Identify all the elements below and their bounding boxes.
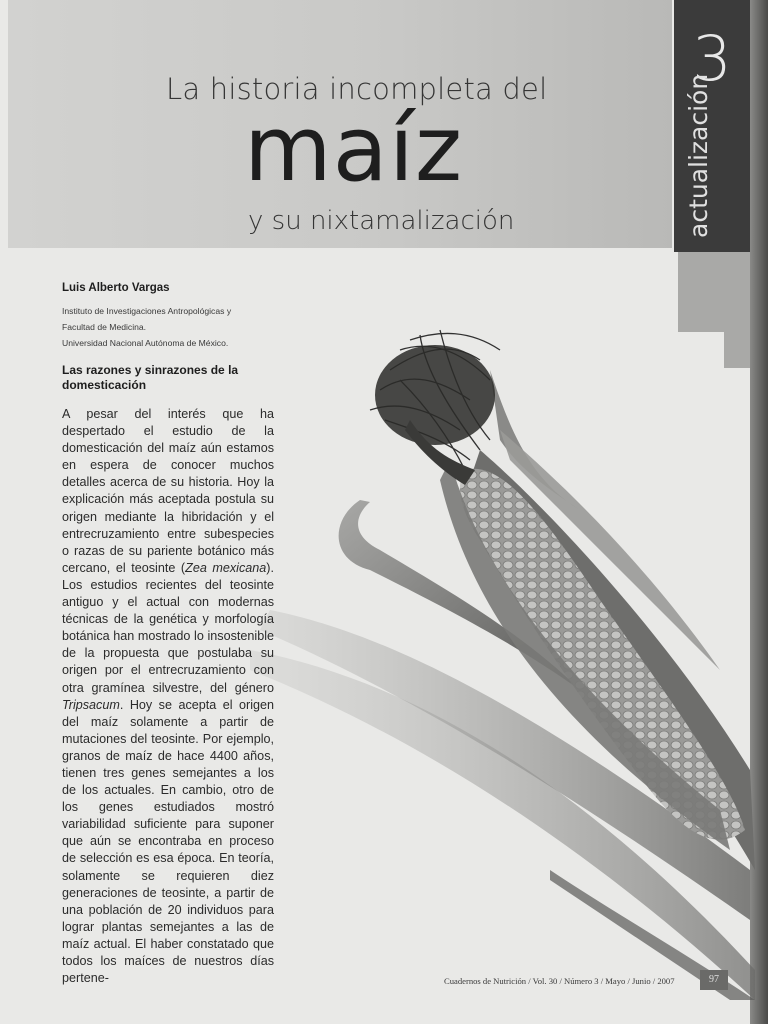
body-text-part: A pesar del interés que ha despertado el estudio de la domesticación del maíz aún estamos en espera de conocer muchos detalles acerca de su historia. Hoy la explicación más aceptada postula su origen mediante la hibridación y el entrecruzamiento entre subespecies o razas de su pariente botánico más cercano, el teosinte ( — [62, 407, 274, 575]
section-tab — [674, 0, 750, 252]
genus-name: Tripsacum — [62, 697, 120, 712]
page-number: 97 — [700, 970, 728, 990]
author-affiliation — [62, 303, 284, 351]
body-text-part: ). Los estudios recientes del teosinte antiguo y el actual con modernas técnicas de la genética y morfología botánica han mostrado lo insostenible de la propuesta que postulaba su origen por el entrecruzamiento con otra gramínea silvestre, del género — [62, 560, 274, 695]
author-name: Luis Alberto Vargas — [62, 282, 170, 294]
body-text-part: . Hoy se acepta el origen del maíz solamente a partir de mutaciones del teosinte. Por ejemplo, granos de maíz de hace 4400 años, tienen tres genes semejantes a los de los actuales. En cambio, otro de los genes estudiados mostró variabilidad suficiente para suponer que aún se encontraba en proceso de selección es esa época. En teoría, solamente se requieren diez generaciones de teosinte, a partir de una población de 20 individuos para lograr plantas semejantes a las de maíz actual. El haber constatado que todos los maíces de nuestros días pertene- — [62, 697, 274, 986]
page-title: maíz — [244, 97, 464, 202]
section-label: actualización — [684, 73, 713, 238]
article-body — [62, 406, 274, 987]
footer-citation: Cuadernos de Nutrición / Vol. 30 / Número 3 / Mayo / Junio / 2007 — [444, 976, 675, 986]
section-heading: Las razones y sinrazones de la domesticación — [62, 363, 239, 392]
affiliation-line: Instituto de Investigaciones Antropológicas y — [62, 306, 232, 316]
affiliation-line: Facultad de Medicina. — [62, 322, 147, 332]
title-banner — [8, 0, 672, 248]
affiliation-line: Universidad Nacional Autónoma de México. — [62, 338, 229, 348]
title-line-1: La historia incompleta del — [166, 72, 548, 106]
species-name: Zea mexicana — [185, 560, 267, 575]
title-line-3: y su nixtamalización — [248, 206, 515, 236]
section-number: 3 — [692, 22, 732, 95]
corn-cob-icon — [250, 310, 755, 1000]
